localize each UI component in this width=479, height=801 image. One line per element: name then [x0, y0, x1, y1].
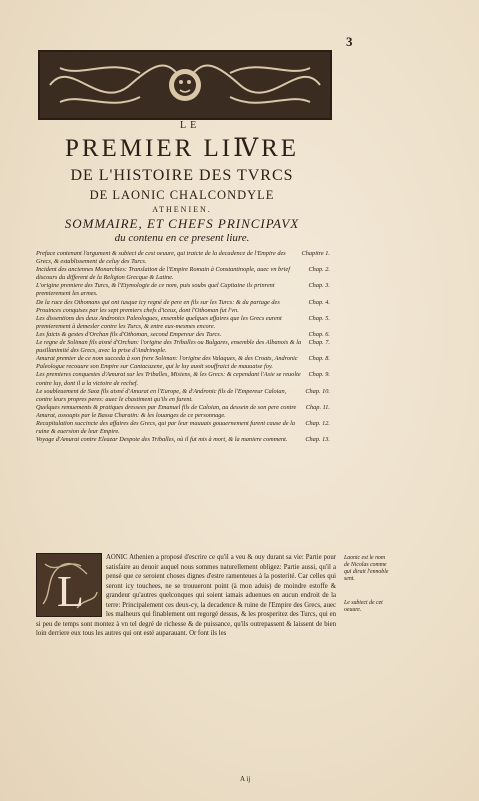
toc-entry [36, 355, 330, 371]
toc-text: Preface contenant l'argument & subiect de cest oeuure, qui traicte de la decadence de l'Empire des Grecs, & establissement de celuy des Turcs. [36, 250, 286, 266]
toc-chapter: Chap. 7. [308, 339, 330, 347]
toc-entry [36, 388, 330, 404]
page-number: 3 [346, 34, 353, 49]
body-section [36, 553, 336, 639]
toc-entry [36, 315, 330, 331]
toc-text: Le regne de Soliman fils aisné d'Orchan: l'origine des Triballes ou Bulgares, ensemble des Albanois & la pusillanimité des Grecs, avec la prise d'Andrinople. [36, 339, 302, 355]
toc-entry [36, 250, 330, 266]
toc-chapter: Chap. 4. [308, 298, 330, 306]
toc-chapter: Chap. 3. [308, 282, 330, 290]
title-premier-livre: PREMIER LIⅣRE [64, 135, 300, 162]
title-contenu: du contenu en ce present liure. [114, 232, 250, 244]
toc-entry [36, 299, 330, 315]
toc-chapter: Chap. 11. [305, 403, 330, 411]
toc-entry [36, 339, 330, 355]
toc-text: Voyage d'Amurat contre Eleazar Despote des Triballes, où il fut mis à mort, & la maniere comment. [36, 436, 288, 444]
decorated-initial-l-icon [36, 553, 102, 617]
toc-chapter: Chap. 8. [308, 355, 330, 363]
title-athenien: ATHENIEN. [152, 205, 212, 214]
toc-text: Amurat premier de ce nom succeda à son frere Soliman: l'origine des Valaques, & des Croats, Andronic Paleologue recouure son Empire sur Cantacuzene, qui le luy auoit souffraict de mauuaise foy. [36, 355, 298, 371]
title-author: DE LAONIC CHALCONDYLE [89, 188, 275, 202]
title-sommaire: SOMMAIRE, ET CHEFS PRINCIPAVX [64, 216, 300, 231]
body-paragraph: AONIC Athenien a proposé d'escrire ce qu'il a veu & ouy durant sa vie: Partie pour satisfaire au deuoir auquel nous sommes naturellement obligez: Partie aussi, qu'il a pensé que ce seroient choses dignes d'estre ramenteues à la posterité. Car celles qui seront icy touchees, ne se trouueront point (à mon aduis) de moindre estoffe & grandeur qu'autres quelconques qui soient iamais aduenues en aucun endroit de la terre: Principalement ces deux-cy, la decadence & ruine de l'Empire des Grecs, auec les malheurs qui finablement ont regorgé dessus, & les prosperitez des Turcs, qui en si peu de temps sont montez à vn tel degré de richesse & de puissance, qu'ils outrepassent & laissent de bien loin derriere eux tous les autres qui ont esté auparauant. Or font ils les [36, 554, 336, 637]
title-histoire-des-turcs: DE L'HISTOIRE DES TVRCS [70, 167, 294, 184]
toc-entry [36, 404, 330, 420]
toc-chapter: Chap. 2. [308, 266, 330, 274]
table-of-contents [36, 250, 330, 444]
toc-chapter: Chapitre 1. [301, 250, 330, 257]
toc-text: Quelques remuements & pratiques dressees par Emanuel fils de Caloian, au dessein de son pere contre Amurat, assoupis par le Bassa Charatin: & les louanges de ce personnage. [36, 403, 297, 419]
toc-entry [36, 266, 330, 282]
toc-entry [36, 371, 330, 387]
toc-chapter: Chap. 9. [308, 371, 330, 379]
svg-text:L: L [57, 567, 84, 616]
title-le: LE [180, 120, 201, 131]
toc-entry [36, 436, 330, 444]
ornamental-headpiece [38, 50, 332, 120]
toc-text: Les faicts & gestes d'Orchan fils d'Othoman, second Empereur des Turcs. [36, 330, 222, 338]
toc-chapter: Chap. 6. [308, 330, 330, 338]
signature-mark: A ij [240, 775, 251, 783]
toc-chapter: Chap. 13. [305, 436, 330, 444]
margin-note-subiect: Le subiect de cet oeuure. [344, 600, 383, 613]
toc-text: Incident des anciennes Monarchies: Translation de l'Empire Romain à Constantinople, auec vn brief discours du different de la Religion Grecque & Latine. [36, 266, 290, 282]
toc-text: Recapitulation succincte des affaires des Grecs, qui par leur mauuais gouuernement furent cause de la ruine & euersion de leur Empire. [36, 419, 295, 436]
margin-note-laonic: Laonic est le nom de Nicolas comme qui dirait l'ennoble sent. [344, 555, 389, 582]
toc-entry [36, 331, 330, 339]
toc-entry [36, 282, 330, 298]
toc-text: Les premieres conquestes d'Amurat sur les Triballes, Misiens, & les Grecs: & cependant l'Asie se reuolte contre luy, dont il a la victoire de rechef. [36, 371, 301, 387]
toc-text: De la race des Othomans qui ont iusque icy regné de pere en fils sur les Turcs: & du partage des Prouinces conquises par les sept premiers chefs d'iceux, dont l'Othoman fut l'vn. [36, 298, 280, 314]
toc-text: Le soubleuement de Saoz fils aisné d'Amurat en l'Europe, & d'Andronic fils de l'Empereur Caloian, contre leurs propres peres: auec le chastiment qu'ils en furent. [36, 387, 287, 403]
toc-entry [36, 420, 330, 436]
toc-chapter: Chap. 12. [305, 419, 330, 427]
toc-chapter: Chap. 5. [308, 314, 330, 322]
toc-text: Les dissentions des deux Andronics Paleologues, ensemble quelques affaires que les Grecs eurent premierement à demesler contre les Turcs, & entre eux-mesmes encore. [36, 314, 282, 330]
toc-chapter: Chap. 10. [305, 387, 330, 395]
toc-text: L'origine premiere des Turcs, & l'Etymologie de ce nom, puis soubs quel Capitaine ils prinrent premierement les armes. [36, 282, 275, 298]
